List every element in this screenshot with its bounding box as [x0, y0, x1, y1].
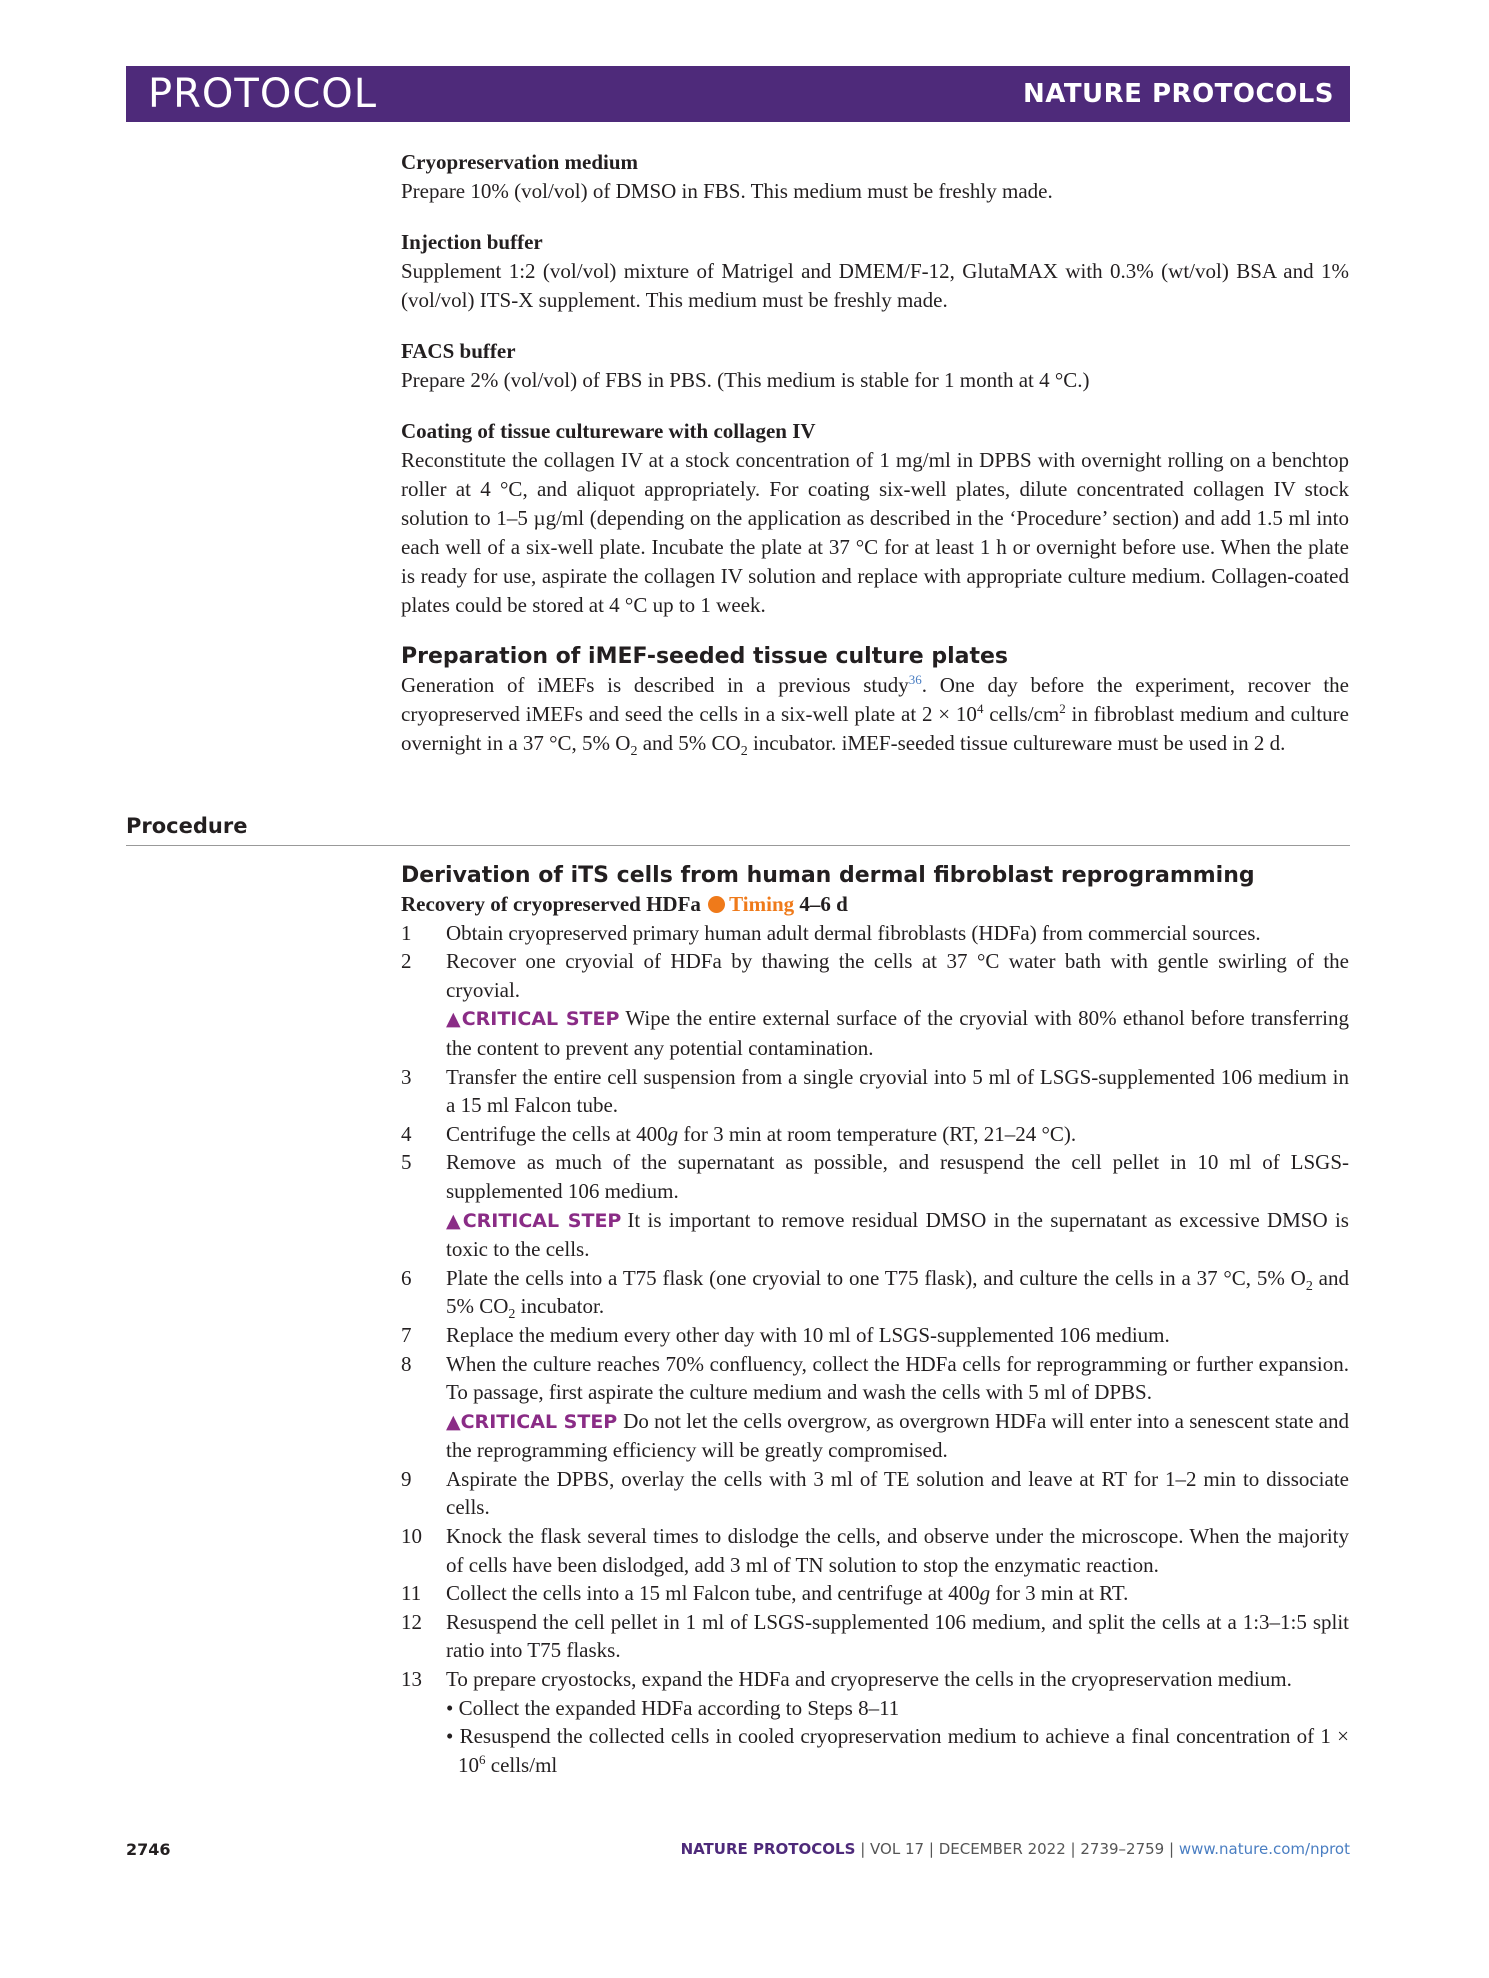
- step-text: Replace the medium every other day with 10 ml of LSGS-supplemented 106 medium.: [446, 1322, 1170, 1347]
- section-title: Injection buffer: [401, 230, 543, 254]
- section-text: Supplement 1:2 (vol/vol) mixture of Matrigel and DMEM/F-12, GlutaMAX with 0.3% (wt/vol) BSA and 1% (vol/vol) ITS-X supplement. This medium must be freshly made.: [401, 259, 1349, 312]
- step-7: [401, 1321, 1349, 1350]
- step-6: [401, 1264, 1349, 1321]
- step-number: 2: [401, 949, 412, 974]
- step-2: [401, 947, 1349, 1062]
- step-number: 9: [401, 1466, 412, 1491]
- step-number: 10: [401, 1524, 422, 1549]
- step-number: 12: [401, 1609, 422, 1634]
- section-title: Preparation of iMEF-seeded tissue culture plates: [401, 644, 1008, 669]
- step-number: 1: [401, 920, 412, 945]
- step-text: Obtain cryopreserved primary human adult dermal fibroblasts (HDFa) from commercial sources.: [446, 920, 1261, 945]
- section-collagen-coating: [401, 417, 1349, 620]
- step-number: 11: [401, 1581, 422, 1606]
- timing-value: 4–6 d: [799, 892, 848, 916]
- step-12: [401, 1608, 1349, 1665]
- footer-pages: 2739–2759: [1080, 1840, 1165, 1858]
- step-10: [401, 1522, 1349, 1579]
- procedure-subheading-row: [401, 890, 1349, 919]
- step-number: 3: [401, 1064, 412, 1089]
- critical-step: ▲CRITICAL STEP It is important to remove residual DMSO in the supernatant as excessive DMSO is toxic to the cells.: [446, 1207, 1349, 1262]
- procedure-heading: Derivation of iTS cells from human dermal fibroblast reprogramming: [401, 863, 1255, 888]
- step-number: 4: [401, 1121, 412, 1146]
- step-1: [401, 919, 1349, 948]
- section-title: FACS buffer: [401, 339, 516, 363]
- reference-link[interactable]: 36: [908, 672, 922, 687]
- step-3: [401, 1063, 1349, 1120]
- step-text: Aspirate the DPBS, overlay the cells with 3 ml of TE solution and leave at RT for 1–2 min to dissociate cells.: [446, 1466, 1349, 1520]
- step-5: [401, 1148, 1349, 1263]
- critical-step-label: ▲CRITICAL STEP: [446, 1209, 622, 1232]
- critical-step-label: ▲CRITICAL STEP: [446, 1008, 620, 1031]
- procedure-label: Procedure: [126, 814, 248, 838]
- step-text: Collect the cells into a 15 ml Falcon tube, and centrifuge at 400g for 3 min at RT.: [446, 1581, 1129, 1606]
- section-imef-plates: [401, 642, 1349, 758]
- section-text: Prepare 10% (vol/vol) of DMSO in FBS. This medium must be freshly made.: [401, 179, 1053, 203]
- bullet-item: • Collect the expanded HDFa according to Steps 8–11: [446, 1695, 900, 1720]
- procedure-subheading: Recovery of cryopreserved HDFa: [401, 892, 701, 916]
- section-text: Generation of iMEFs is described in a previous study$^{36}$. One day before the experiment, recover the cryopreserved iMEFs and seed the cells in a six-well plate at $2 \times 10^4$ cells/$cm^2$ in fibroblast medium and culture overnight in a 37 °C, 5% $O_2$ and 5% $CO_2$ incubator. iMEF-seeded tissue cultureware must be used in 2 d.: [401, 672, 1350, 760]
- step-text: Centrifuge the cells at 400g for 3 min at room temperature (RT, 21–24 °C).: [446, 1121, 1077, 1146]
- critical-step: ▲CRITICAL STEP Do not let the cells overgrow, as overgrown HDFa will enter into a senescent state and the reprogramming efficiency will be greatly compromised.: [446, 1408, 1349, 1463]
- bullet-item: • Resuspend the collected cells in cooled cryopreservation medium to achieve a final concentration of $1 \times 10^6$ cells/ml: [446, 1724, 1349, 1777]
- critical-step: ▲CRITICAL STEP Wipe the entire external surface of the cryovial with 80% ethanol before transferring the content to prevent any potential contamination.: [446, 1006, 1349, 1060]
- footer-url-link[interactable]: www.nature.com/nprot: [1178, 1840, 1350, 1858]
- procedure-content: [401, 861, 1349, 1779]
- timing-dot-icon: [708, 896, 725, 913]
- footer-volume: VOL 17: [870, 1840, 925, 1858]
- footer-citation: NATURE PROTOCOLS | VOL 17 | DECEMBER 2022 | 2739–2759 | www.nature.com/nprot: [680, 1840, 1350, 1858]
- section-text: Prepare 2% (vol/vol) of FBS in PBS. (This medium is stable for 1 month at 4 °C.): [401, 368, 1090, 392]
- section-text: Reconstitute the collagen IV at a stock concentration of 1 mg/ml in DPBS with overnight rolling on a benchtop roller at 4 °C, and aliquot appropriately. For coating six-well plates, dilute concentrated collagen IV stock solution to 1–5 µg/ml (depending on the application as described in the ‘Procedure’ section) and add 1.5 ml into each well of a six-well plate. Incubate the plate at 37 °C for at least 1 h or overnight before use. When the plate is ready for use, aspirate the collagen IV solution and replace with appropriate culture medium. Collagen-coated plates could be stored at 4 °C up to 1 week.: [401, 448, 1349, 617]
- critical-step-label: ▲CRITICAL STEP: [446, 1410, 618, 1433]
- step-number: 5: [401, 1150, 412, 1175]
- section-cryopreservation: [401, 148, 1349, 206]
- header-bar: [126, 66, 1350, 122]
- step-number: 7: [401, 1322, 412, 1347]
- step-11: [401, 1579, 1349, 1608]
- step-text: Transfer the entire cell suspension from a single cryovial into 5 ml of LSGS-supplemented 106 medium in a 15 ml Falcon tube.: [446, 1064, 1349, 1118]
- footer-date: DECEMBER 2022: [938, 1840, 1066, 1858]
- reagent-setup-content: [401, 148, 1349, 780]
- section-title: Coating of tissue cultureware with collagen IV: [401, 419, 816, 443]
- step-text: When the culture reaches 70% confluency, collect the HDFa cells for reprogramming or further expansion. To passage, first aspirate the culture medium and wash the cells with 5 ml of DPBS.: [446, 1351, 1349, 1405]
- step-number: 6: [401, 1265, 412, 1290]
- section-injection-buffer: [401, 228, 1349, 315]
- section-title: Cryopreservation medium: [401, 150, 638, 174]
- step-number: 8: [401, 1351, 412, 1376]
- section-facs-buffer: [401, 337, 1349, 395]
- step-4: [401, 1120, 1349, 1149]
- page-number: 2746: [126, 1840, 171, 1859]
- step-9: [401, 1465, 1349, 1522]
- step-text: Knock the flask several times to dislodge the cells, and observe under the microscope. When the majority of cells have been dislodged, add 3 ml of TN solution to stop the enzymatic reaction.: [446, 1524, 1349, 1577]
- procedure-divider: [126, 845, 1350, 846]
- step-text: Resuspend the cell pellet in 1 ml of LSGS-supplemented 106 medium, and split the cells at a 1:3–1:5 split ratio into T75 flasks.: [446, 1609, 1349, 1663]
- timing-label: Timing: [729, 892, 795, 916]
- footer-journal: NATURE PROTOCOLS: [680, 1840, 856, 1858]
- header-protocol-label: PROTOCOL: [148, 71, 378, 117]
- step-text: To prepare cryostocks, expand the HDFa and cryopreserve the cells in the cryopreservation medium.: [446, 1667, 1292, 1692]
- step-text: Plate the cells into a T75 flask (one cryovial to one T75 flask), and culture the cells in a 37 °C, 5% $O_2$ and 5% $CO_2$ incubator.: [446, 1265, 1349, 1323]
- header-journal-label: NATURE PROTOCOLS: [1022, 79, 1334, 109]
- step-8: [401, 1350, 1349, 1465]
- step-number: 13: [401, 1667, 422, 1692]
- step-13: [401, 1665, 1349, 1779]
- step-text: Remove as much of the supernatant as possible, and resuspend the cell pellet in 10 ml of LSGS-supplemented 106 medium.: [446, 1150, 1349, 1203]
- step-text: Recover one cryovial of HDFa by thawing the cells at 37 °C water bath with gentle swirling of the cryovial.: [446, 949, 1349, 1002]
